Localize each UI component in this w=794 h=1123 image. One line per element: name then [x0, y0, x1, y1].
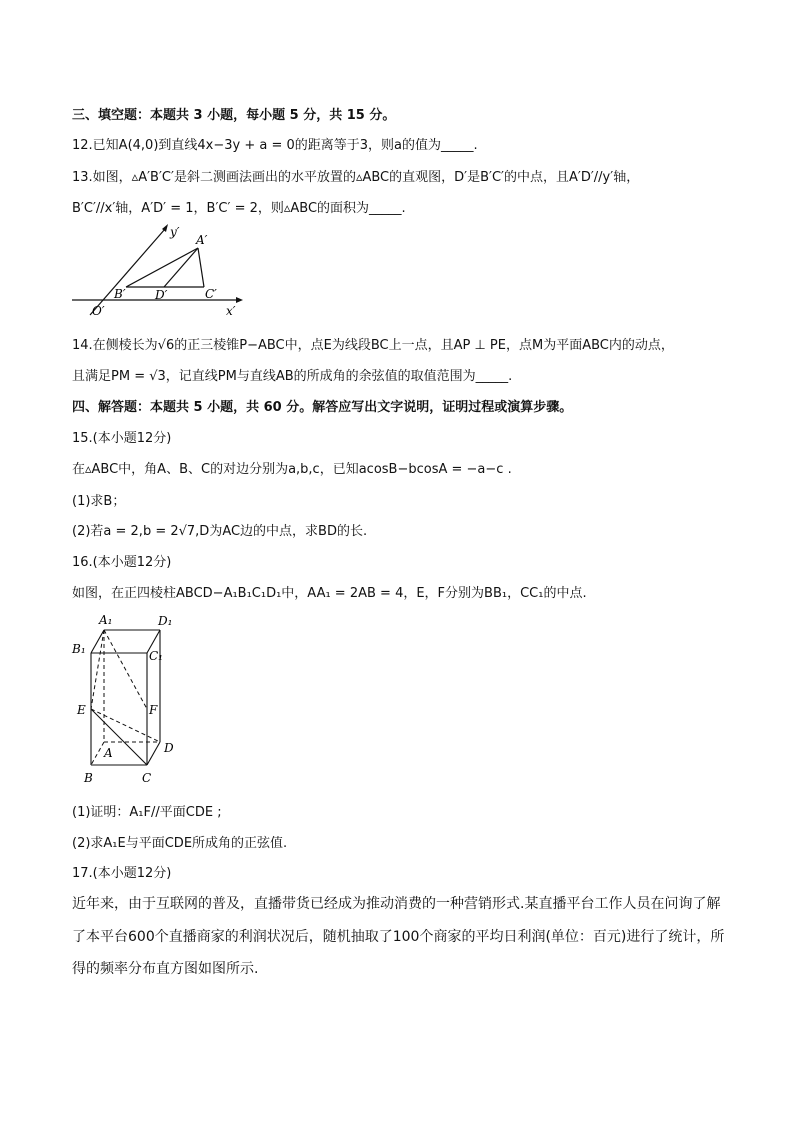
question-16-stem: 如图，在正四棱柱ABCD−A₁B₁C₁D₁中，AA₁ = 2AB = 4，E，F分别为BB₁，CC₁的中点. — [72, 586, 587, 601]
label-b1: B₁ — [72, 642, 86, 656]
label-a: A — [104, 746, 113, 760]
question-15-stem: 在▵ABC中，角A、B、C的对边分别为a,b,c，已知acosB−bcosA = −a−c . — [72, 462, 512, 477]
question-16-part-2: (2)求A₁E与平面CDE所成角的正弦值. — [72, 836, 288, 851]
figure-16-prism — [70, 608, 190, 788]
question-15-header: 15.(本小题12分) — [72, 431, 172, 446]
question-17-header: 17.(本小题12分) — [72, 866, 172, 881]
question-14-line-2: 且满足PM = √3，记直线PM与直线AB的所成角的余弦值的取值范围为_____. — [72, 369, 513, 384]
section-4-title: 四、解答题：本题共 5 小题，共 60 分。解答应写出文字说明，证明过程或演算步骤。 — [72, 400, 573, 415]
segment-a-d — [164, 248, 198, 287]
question-13-line-2: B′C′//x′轴，A′D′ = 1，B′C′ = 2，则▵ABC的面积为_____. — [72, 201, 406, 216]
question-13-line-1: 13.如图，▵A′B′C′是斜二测画法画出的水平放置的▵ABC的直观图，D′是B′C′的中点，且A′D′//y′轴， — [72, 170, 640, 185]
label-o: O′ — [92, 304, 105, 318]
label-b: B — [84, 771, 93, 785]
edge-e-c — [91, 709, 147, 765]
question-12: 12.已知A(4,0)到直线4x−3y + a = 0的距离等于3，则a的值为_____. — [72, 138, 478, 153]
x-axis-arrow — [236, 297, 243, 303]
question-14-line-1: 14.在侧棱长为√6的正三棱锥P−ABC中，点E为线段BC上一点，且AP ⊥ PE，点M为平面ABC内的动点， — [72, 338, 674, 353]
label-c: C′ — [205, 287, 217, 301]
label-a1: A₁ — [99, 613, 113, 627]
label-y-axis: y′ — [170, 225, 180, 239]
segment-b-a — [126, 248, 198, 287]
label-c: C — [142, 771, 152, 785]
label-c1: C₁ — [149, 649, 163, 663]
figure-13-oblique-triangle — [68, 220, 248, 320]
label-d1: D₁ — [158, 614, 173, 628]
label-d: D′ — [155, 288, 168, 302]
edge-a1-b1 — [91, 630, 104, 653]
label-d: D — [164, 741, 174, 755]
edge-c-d — [147, 742, 160, 765]
label-x-axis: x′ — [226, 304, 236, 318]
edge-a-b-hidden — [91, 742, 104, 765]
question-17-line-1: 近年来，由于互联网的普及，直播带货已经成为推动消费的一种营销形式.某直播平台工作人员在问询了解 — [72, 896, 721, 912]
question-15-part-1: (1)求B； — [72, 494, 126, 509]
label-e: E — [77, 703, 86, 717]
segment-a1-f-hidden — [104, 630, 147, 709]
label-b: B′ — [114, 287, 126, 301]
question-17-line-3: 得的频率分布直方图如图所示. — [72, 961, 259, 977]
question-15-part-2: (2)若a = 2,b = 2√7,D为AC边的中点，求BD的长. — [72, 524, 368, 539]
label-a: A′ — [196, 233, 208, 247]
label-f: F — [149, 703, 158, 717]
question-17-line-2: 了本平台600个直播商家的利润状况后，随机抽取了100个商家的平均日利润(单位：百元)进行了统计，所 — [72, 929, 725, 945]
segment-a-c — [198, 248, 204, 287]
question-16-header: 16.(本小题12分) — [72, 555, 172, 570]
section-3-title: 三、填空题：本题共 3 小题，每小题 5 分，共 15 分。 — [72, 108, 396, 123]
question-16-part-1: (1)证明：A₁F//平面CDE ; — [72, 805, 222, 820]
